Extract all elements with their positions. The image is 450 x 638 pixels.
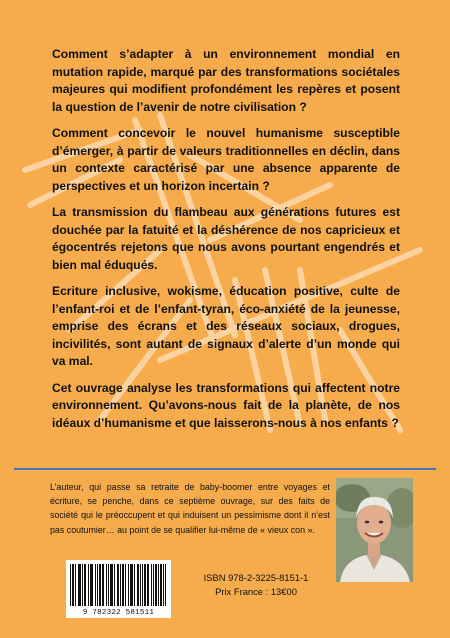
barcode-bar <box>151 564 152 606</box>
barcode-bar <box>103 564 104 606</box>
author-bio: L’auteur, qui passe sa retraite de baby-boomer entre voyages et écriture, se penche, dans ce septième ouvrage, sur des faits de société qui le préoccupent et qui induisent un pessimisme dont il n’est pas coutumier… au point de se qualifier lui-même de « vieux con ». <box>50 482 330 535</box>
blurb-paragraph-1: Comment s’adapter à un environnement mondial en mutation rapide, marqué par des transformations sociétales majeures qui modifient profondément les repères et posent la question de l’avenir de notre civilisation ? <box>52 47 400 114</box>
barcode-bar <box>128 564 129 606</box>
barcode-bar <box>73 564 74 606</box>
barcode-bar <box>131 564 132 606</box>
isbn: ISBN 978-2-3225-8151-1 <box>203 572 309 583</box>
barcode-bar <box>88 564 89 606</box>
barcode-bar <box>97 564 98 606</box>
barcode-bar <box>95 564 96 606</box>
barcode-bar <box>91 564 92 606</box>
barcode-bar <box>108 564 109 606</box>
barcode-bar <box>79 564 80 606</box>
barcode-bar <box>160 564 161 606</box>
blurb-paragraph-4: Ecriture inclusive, wokisme, éducation positive, culte de l’enfant-roi et de l’enfant-tyran, éco-anxiété de la jeunesse, emprise des écrans et des réseaux sociaux, drogues, incivilités, sont autant de signaux d’alerte d’un monde qui va mal. <box>52 284 400 368</box>
barcode-digits: 9 782322 581511 <box>82 609 155 617</box>
barcode-bar <box>78 564 79 606</box>
barcode-bar <box>123 564 124 606</box>
barcode-bar <box>158 564 159 606</box>
barcode-bar <box>84 564 85 606</box>
blurb <box>52 46 400 441</box>
barcode-bar <box>120 564 121 606</box>
barcode-bar <box>138 564 139 606</box>
barcode-bar <box>156 564 157 606</box>
barcode-bar <box>90 564 91 606</box>
barcode-bar <box>82 564 83 606</box>
barcode-bar <box>144 564 145 606</box>
barcode-bar <box>122 564 123 606</box>
blurb-paragraph-3: La transmission du flambeau aux générations futures est douchée par la fatuité et la déshérence de nos capricieux et égocentrés rejetons que nous avons pourtant engendrés et bien mal éduqués. <box>52 205 400 272</box>
barcode-bar <box>142 564 143 606</box>
barcode-bar <box>147 564 148 606</box>
barcode-bar <box>110 564 111 606</box>
barcode-bar <box>102 564 103 606</box>
barcode-bar <box>80 564 81 606</box>
barcode-bar <box>161 564 162 606</box>
barcode-bar <box>148 564 149 606</box>
barcode-bar <box>153 564 154 606</box>
barcode-bar <box>117 564 118 606</box>
author-photo <box>336 478 413 582</box>
barcode-bar <box>134 564 135 606</box>
barcode-bar <box>100 564 101 606</box>
barcode-bar <box>163 564 164 606</box>
price: Prix France : 13€00 <box>215 586 297 597</box>
barcode-bar <box>85 564 86 606</box>
barcode-bar <box>112 564 113 606</box>
barcode-bar <box>111 564 112 606</box>
barcode-bar <box>132 564 133 606</box>
barcode-bar <box>130 564 131 606</box>
barcode-bar <box>145 564 146 606</box>
barcode-bar <box>99 564 100 606</box>
blurb-paragraph-2: Comment concevoir le nouvel humanisme susceptible d’émerger, à partir de valeurs traditionnelles en déclin, dans un contexte caractérisé par une absence apparente de perspectives et un horizon incertain ? <box>52 126 400 193</box>
barcode-bar <box>165 564 166 606</box>
barcode-bar <box>72 564 73 606</box>
barcode-bar <box>118 564 119 606</box>
barcode-bar <box>140 564 141 606</box>
barcode-bar <box>75 564 76 606</box>
barcode-bar <box>155 564 156 606</box>
barcode-bar <box>125 564 126 606</box>
barcode-bar <box>92 564 93 606</box>
barcode-bar <box>106 564 107 606</box>
blurb-paragraph-5: Cet ouvrage analyse les transformations qui affectent notre environnement. Qu’avons-nous fait de la planète, de nos idéaux d’humanisme et que laisserons-nous à nos enfants ? <box>52 380 400 430</box>
barcode-bar <box>114 564 115 606</box>
barcode <box>66 560 171 618</box>
barcode-bar <box>137 564 138 606</box>
barcode-bar <box>70 564 71 606</box>
section-divider <box>14 468 436 470</box>
